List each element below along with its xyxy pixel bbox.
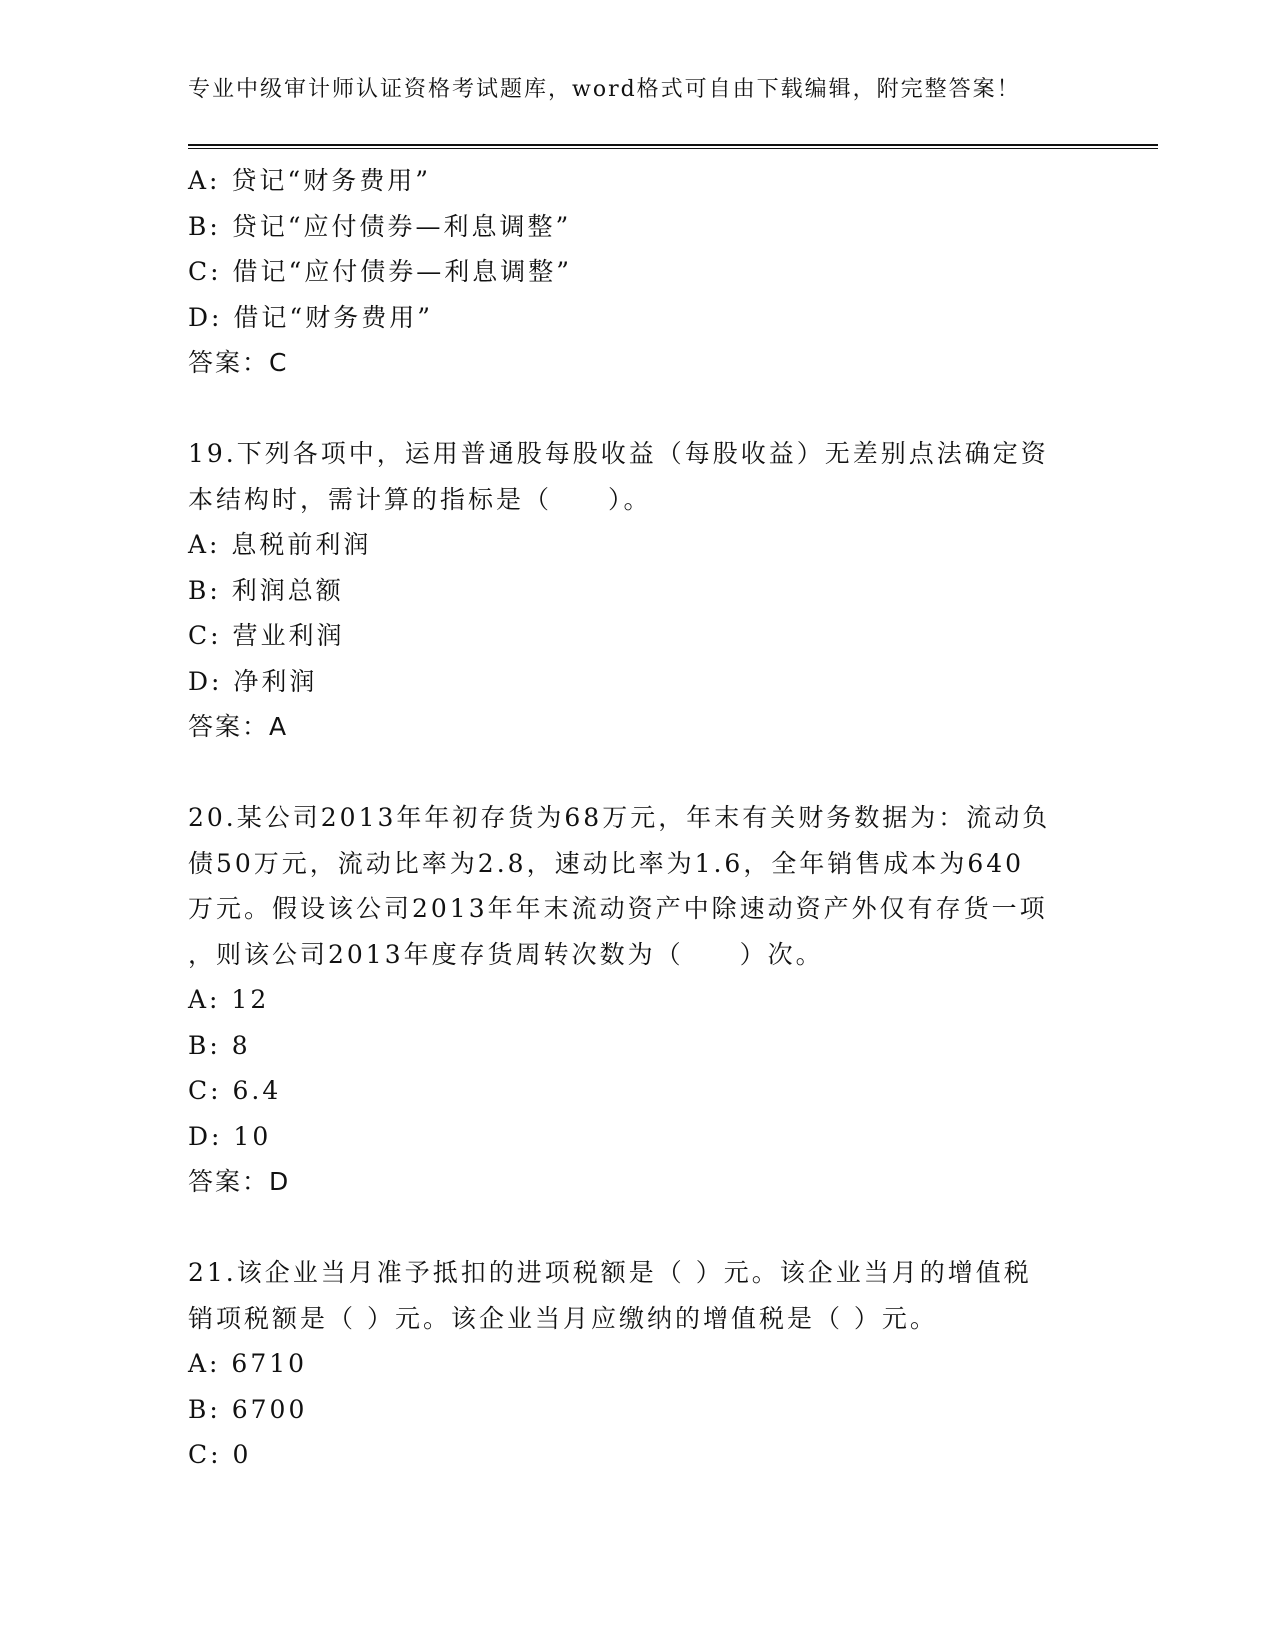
- question-18-tail: [188, 158, 1088, 386]
- option-c: C: 借记“应付债券—利息调整”: [188, 257, 573, 286]
- option-d: D: 净利润: [188, 666, 318, 696]
- question-stem-line: ，则该公司2013年度存货周转次数为（ ）次。: [188, 939, 824, 969]
- question-21: [188, 1250, 1088, 1478]
- answer: 答案：D: [188, 1167, 291, 1196]
- option-a: A: 息税前利润: [188, 530, 372, 559]
- answer: 答案：A: [188, 712, 289, 741]
- option-a: A: 12: [188, 985, 270, 1014]
- option-c: C: 0: [188, 1440, 252, 1469]
- option-d: D: 借记“财务费用”: [188, 302, 433, 332]
- question-stem-line: 销项税额是（ ）元。该企业当月应缴纳的增值税是（ ）元。: [188, 1303, 938, 1333]
- option-a: A: 6710: [188, 1349, 308, 1378]
- option-b: B: 贷记“应付债券—利息调整”: [188, 211, 572, 241]
- option-a: A: 贷记“财务费用”: [188, 166, 431, 195]
- option-b: B: 8: [188, 1030, 251, 1060]
- question-stem-line: 债50万元，流动比率为2.8，速动比率为1.6，全年销售成本为640: [188, 848, 1025, 878]
- answer: 答案：C: [188, 348, 289, 377]
- question-stem-line: 19.下列各项中，运用普通股每股收益（每股收益）无差别点法确定资: [188, 439, 1049, 468]
- header-rule: [188, 144, 1158, 149]
- option-b: B: 6700: [188, 1394, 308, 1424]
- question-stem-line: 20.某公司2013年年初存货为68万元，年末有关财务数据为：流动负: [188, 803, 1051, 832]
- question-20: [188, 795, 1088, 1205]
- spacer: [188, 386, 1088, 432]
- question-19: [188, 431, 1088, 750]
- page-header: 专业中级审计师认证资格考试题库，word格式可自由下载编辑，附完整答案！: [188, 77, 1021, 102]
- option-d: D: 10: [188, 1121, 272, 1151]
- document-body: [188, 158, 1088, 1478]
- question-stem-line: 本结构时，需计算的指标是（ ）。: [188, 484, 652, 514]
- question-stem-line: 万元。假设该公司2013年年末流动资产中除速动资产外仅有存货一项: [188, 894, 1048, 923]
- option-c: C: 营业利润: [188, 621, 345, 650]
- spacer: [188, 1205, 1088, 1251]
- option-b: B: 利润总额: [188, 575, 344, 605]
- option-c: C: 6.4: [188, 1076, 282, 1105]
- question-stem-line: 21.该企业当月准予抵扣的进项税额是（ ）元。该企业当月的增值税: [188, 1258, 1032, 1287]
- spacer: [188, 750, 1088, 796]
